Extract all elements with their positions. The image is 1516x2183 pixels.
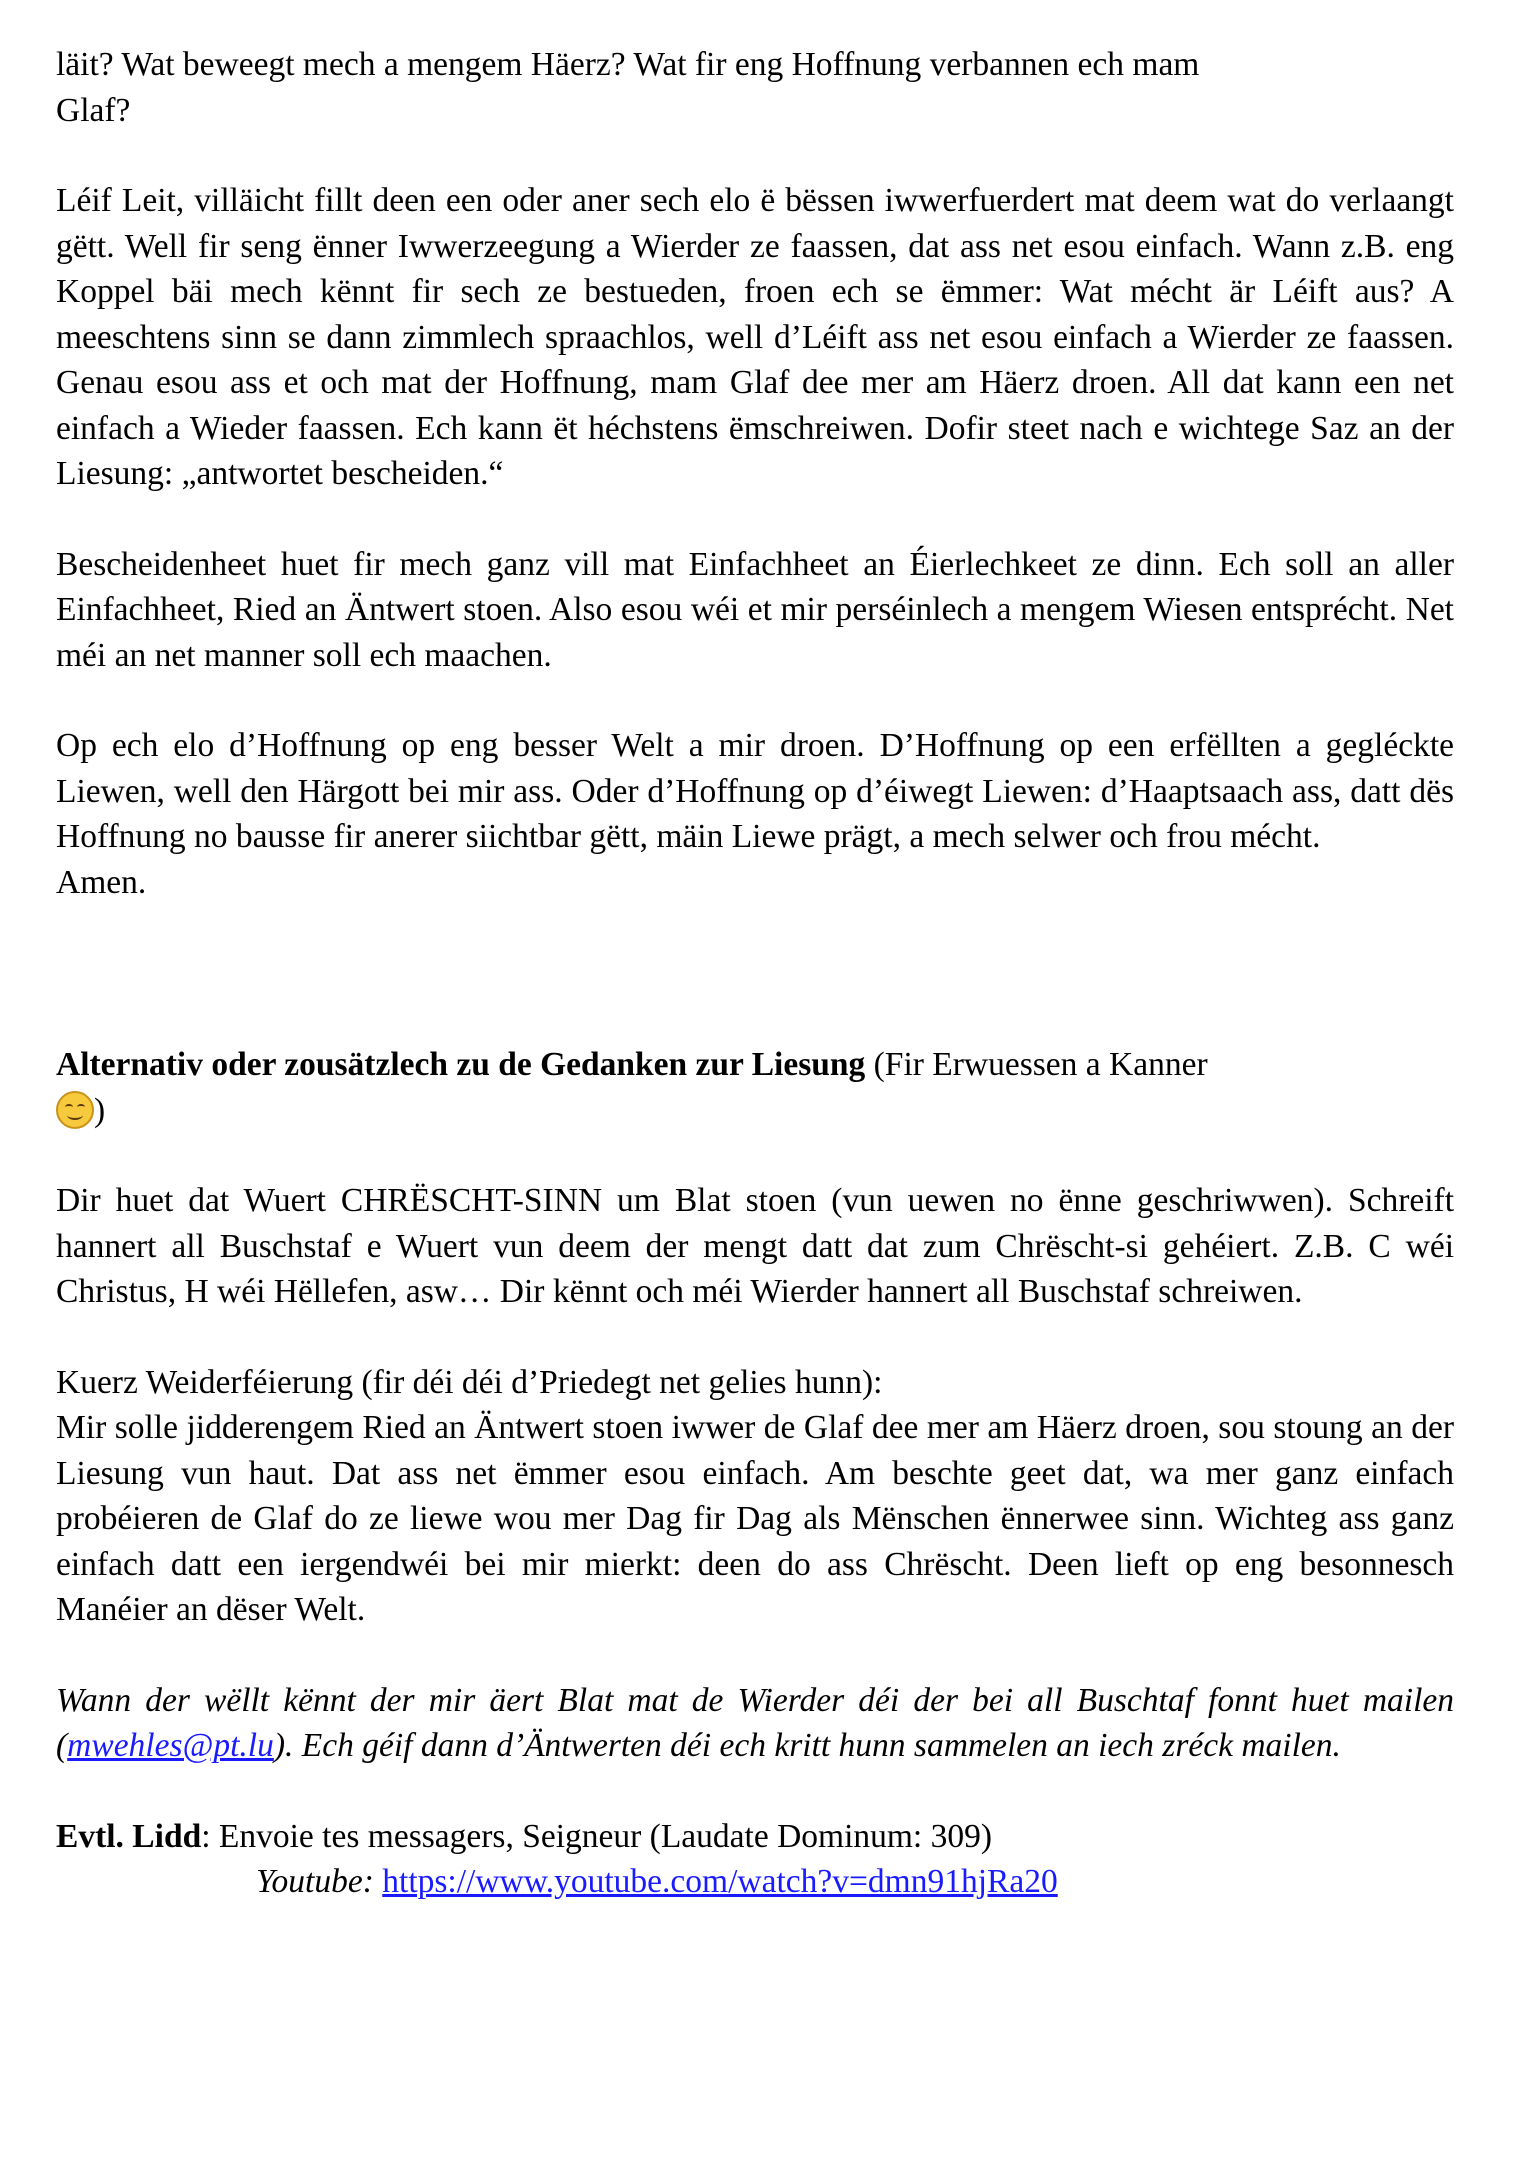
youtube-link[interactable]: https://www.youtube.com/watch?v=dmn91hjRa20 bbox=[382, 1863, 1058, 1900]
lidd-line bbox=[56, 1814, 1454, 1860]
document-page bbox=[56, 42, 1454, 1905]
intro-line-1: läit? Wat beweegt mech a mengem Häerz? Wat fir eng Hoffnung verbannen ech mam bbox=[56, 46, 1200, 83]
alternativ-heading-normal: (Fir Erwuessen a Kanner bbox=[865, 1046, 1208, 1083]
smiling-face-icon bbox=[56, 1091, 94, 1129]
mailen-paragraph bbox=[56, 1678, 1454, 1769]
youtube-label: Youtube: bbox=[256, 1863, 374, 1900]
alternativ-heading-close: ) bbox=[94, 1091, 106, 1129]
alternativ-heading-bold: Alternativ oder zousätzlech zu de Gedanken zur Liesung bbox=[56, 1046, 866, 1083]
kuerz-text: Mir solle jidderengem Ried an Äntwert stoen iwwer de Glaf dee mer am Häerz droen, sou stoung an der Liesung vun haut. Dat ass net ëmmer esou einfach. Am beschte geet dat, wa mer ganz einfach probéieren de Glaf do ze liewe wou mer Dag fir Dag als Mënschen ënnerwee sinn. Wichteg ass ganz einfach datt een iergendwéi bei mir mierkt: deen do ass Chrëscht. Deen lieft op eng besonnesch Manéier an dëser Welt. bbox=[56, 1409, 1454, 1628]
paragraph-wuert: Dir huet dat Wuert CHRËSCHT-SINN um Blat stoen (vun uewen no ënne geschriwwen). Schreift hannert all Buschstaf e Wuert vun deem der mengt datt dat zum Chrëscht-si gehéiert. Z.B. C wéi Christus, H wéi Hëllefen, asw… Dir kënnt och méi Wierder hannert all Buschstaf schreiwen. bbox=[56, 1182, 1454, 1310]
mailen-text-after: ). Ech géif dann d’Äntwerten déi ech kritt hunn sammelen an iech zréck mailen. bbox=[273, 1727, 1341, 1764]
paragraph-bescheidenheet: Bescheidenheet huet fir mech ganz vill mat Einfachheet an Éierlechkeet ze dinn. Ech soll an aller Einfachheet, Ried an Äntwert stoen. Also esou wéi et mir perséinlech a mengem Wiesen entsprécht. Net méi an net manner soll ech maachen. bbox=[56, 545, 1454, 674]
youtube-line bbox=[56, 1859, 1454, 1905]
intro-paragraph bbox=[56, 42, 1454, 133]
email-link[interactable]: mwehles@pt.lu bbox=[67, 1727, 274, 1764]
paragraph-hoffnung: Op ech elo d’Hoffnung op eng besser Welt a mir droen. D’Hoffnung op een erfëllten a gegléckte Liewen, well den Härgott bei mir ass. Oder d’Hoffnung op d’éiwegt Liewen: d’Haaptsaach ass, datt dës Hoffnung no bausse fir anerer siichtbar gëtt, mäin Liewe prägt, a mech selwer och frou mécht. bbox=[56, 727, 1454, 855]
paragraph-leif-leit: Léif Leit, villäicht fillt deen een oder aner sech elo ë bëssen iwwerfuerdert mat deem wat do verlaangt gëtt. Well fir seng ënner Iwwerzeegung a Wierder ze faassen, dat ass net esou einfach. Wann z.B. eng Koppel bäi mech kënnt fir sech ze bestueden, froen ech se ëmmer: Wat mécht är Léift aus? A meeschtens sinn se dann zimmlech spraachlos, well d’Léift ass net esou einfach a Wierder ze faassen. Genau esou ass et och mat der Hoffnung, mam Glaf dee mer am Häerz droen. All dat kann een net einfach a Wieder faassen. Ech kann ët héchstens ëmschreiwen. Dofir steet nach e wichtege Saz an der Liesung: „antwortet bescheiden.“ bbox=[56, 182, 1454, 492]
alternativ-heading bbox=[56, 1042, 1454, 1133]
amen-line: Amen. bbox=[56, 863, 147, 901]
lidd-text: : Envoie tes messagers, Seigneur (Laudate Dominum: 309) bbox=[201, 1817, 993, 1855]
intro-line-2: Glaf? bbox=[56, 91, 131, 129]
lidd-label: Evtl. Lidd bbox=[56, 1817, 202, 1855]
kuerz-title: Kuerz Weiderféierung (fir déi déi d’Priedegt net gelies hunn): bbox=[56, 1363, 883, 1401]
mailen-text-before: Wann der wëllt kënnt der mir äert Blat mat de Wierder déi der bei all Buschtaf fonnt huet mailen ( bbox=[56, 1681, 1454, 1764]
